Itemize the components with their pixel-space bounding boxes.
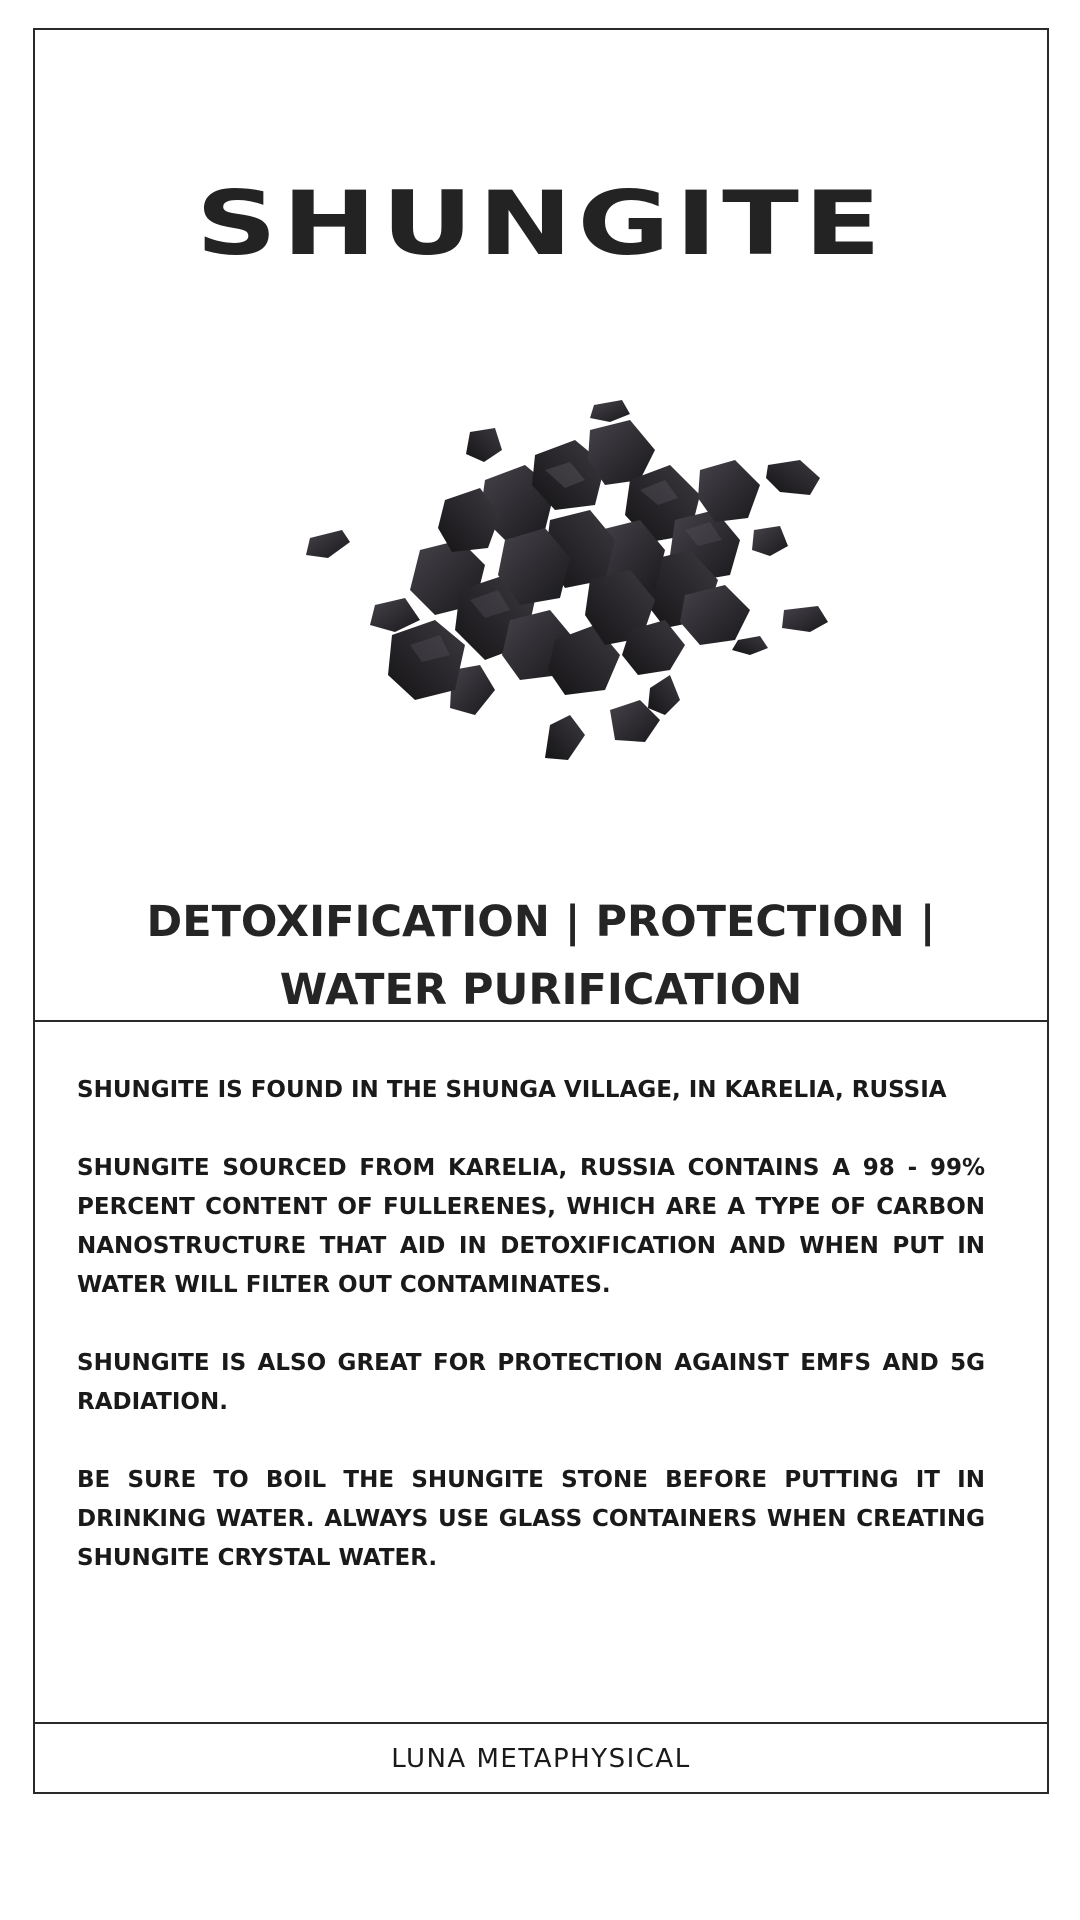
- subtitle-line-1: DETOXIFICATION | PROTECTION |: [146, 897, 936, 947]
- paragraph-usage: BE SURE TO BOIL THE SHUNGITE STONE BEFORE PUTTING IT IN DRINKING WATER. ALWAYS USE GLASS CONTAINERS WHEN CREATING SHUNGITE CRYSTAL WATER.: [77, 1467, 985, 1571]
- subtitle: [35, 888, 1047, 1024]
- info-card: [33, 28, 1049, 1794]
- footer-brand: LUNA METAPHYSICAL: [391, 1744, 691, 1774]
- page-title: SHUNGITE: [195, 172, 887, 275]
- paragraph-protection: SHUNGITE IS ALSO GREAT FOR PROTECTION AGAINST EMFS AND 5G RADIATION.: [77, 1350, 985, 1415]
- subtitle-line-2: WATER PURIFICATION: [279, 965, 803, 1015]
- section-divider-top: [35, 1020, 1047, 1022]
- paragraph-origin: SHUNGITE IS FOUND IN THE SHUNGA VILLAGE, IN KARELIA, RUSSIA: [77, 1077, 947, 1103]
- shungite-stones-image: [270, 370, 870, 790]
- description: [77, 1071, 985, 1617]
- paragraph-fullerenes: SHUNGITE SOURCED FROM KARELIA, RUSSIA CONTAINS A 98 - 99% PERCENT CONTENT OF FULLERENES, WHICH ARE A TYPE OF CARBON NANOSTRUCTURE THAT AID IN DETOXIFICATION AND WHEN PUT IN WATER WILL FILTER OUT CONTAMINATES.: [77, 1155, 985, 1298]
